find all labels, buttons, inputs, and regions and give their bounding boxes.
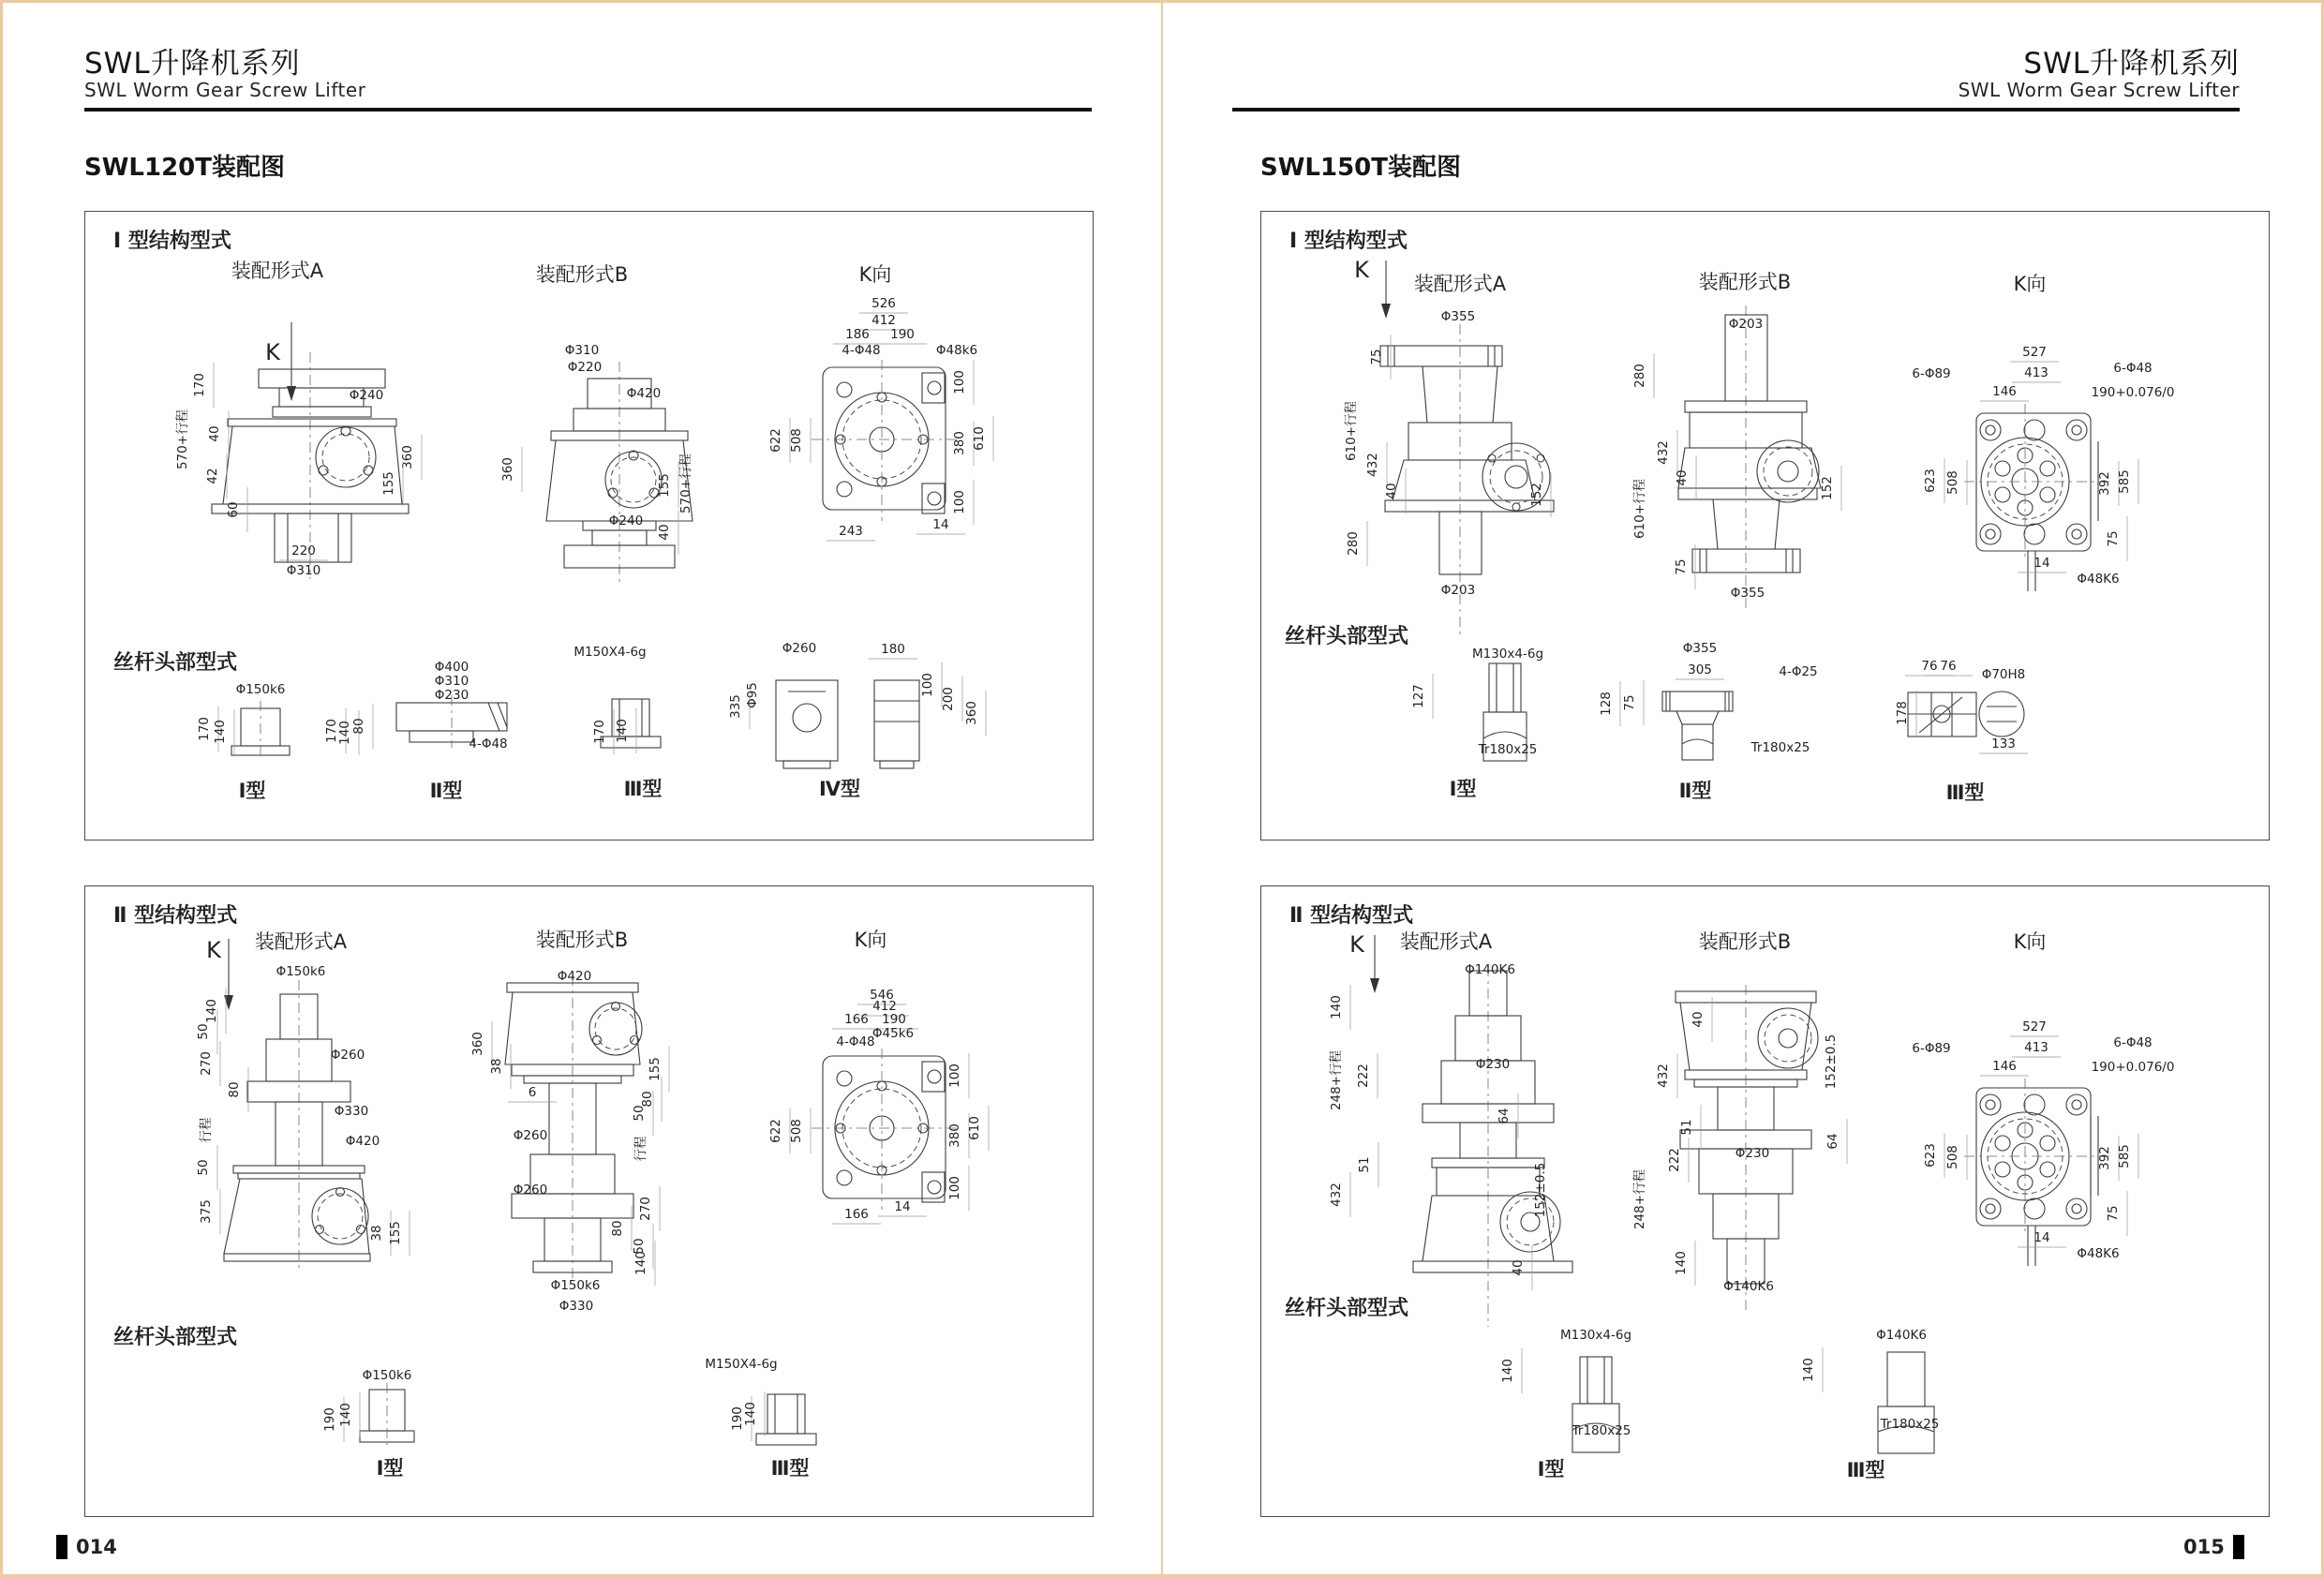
dimension-label: 190: [322, 1407, 337, 1432]
page-subtitle-right: SWL Worm Gear Screw Lifter: [1958, 79, 2240, 101]
dimension-label: 6-Φ89: [1912, 1041, 1951, 1056]
dimension-label: Φ48K6: [2077, 1246, 2120, 1261]
dimension-label: Φ330: [334, 1104, 369, 1119]
dimension-label: 527: [2022, 345, 2047, 360]
k-view-drawing: [812, 360, 957, 521]
dimension-label: 166: [844, 1012, 869, 1027]
dimension-label: 508: [789, 428, 804, 453]
dimension-label: Φ240: [608, 513, 644, 528]
column-header: 装配形式A: [1413, 273, 1507, 295]
dimension-label: Φ48K6: [2077, 572, 2120, 587]
dimension-label: Φ240: [349, 388, 384, 403]
dimension-label: 140: [213, 720, 228, 744]
dimension-label: 610+行程: [1344, 400, 1359, 462]
dimension-label: 40: [1675, 469, 1690, 486]
dimension-label: 100: [952, 370, 967, 394]
dimension-label: 360: [964, 701, 979, 725]
head-type-label: Ⅲ型: [1945, 781, 1985, 804]
dimension-label: 180: [881, 642, 905, 657]
column-header: K向: [858, 263, 892, 286]
dimension-label: 508: [1945, 1145, 1960, 1169]
dimension-label: 248+行程: [1329, 1049, 1344, 1111]
structure-type-title: Ⅱ 型结构型式: [1289, 904, 1414, 928]
page-number-text: 014: [76, 1536, 117, 1558]
dimension-label: 14: [2034, 556, 2050, 571]
dimension-label: 128: [1599, 692, 1614, 716]
dimension-label: 248+行程: [1632, 1168, 1647, 1230]
dimension-label: 280: [1346, 531, 1361, 556]
dimension-label: 140: [1674, 1251, 1689, 1275]
dimension-label: 4-Φ48: [842, 343, 881, 358]
page-subtitle-left: SWL Worm Gear Screw Lifter: [84, 79, 366, 101]
swl120t-type2-drawings: [85, 886, 1093, 1516]
page-title-left: SWL升降机系列: [84, 47, 301, 81]
k-view-letter: K: [1354, 257, 1369, 283]
head-type-label: Ⅱ型: [429, 780, 463, 802]
section-title-right: SWL150T装配图: [1260, 154, 1461, 182]
dimension-label: 51: [1357, 1156, 1372, 1173]
dimension-label: Φ260: [513, 1128, 548, 1143]
swl150t-type1-drawings: [1261, 212, 2269, 840]
dimension-label: 140: [204, 999, 219, 1023]
dimension-label: Φ310: [434, 674, 469, 689]
dimension-label: 50: [196, 1023, 211, 1040]
head-type-label: Ⅰ型: [376, 1457, 404, 1480]
dimension-label: 508: [1945, 470, 1960, 495]
dimension-label: 100: [947, 1176, 962, 1200]
dimension-label: 190: [730, 1406, 745, 1431]
dimension-label: 432: [1365, 453, 1380, 477]
head-type-label: Ⅲ型: [770, 1457, 810, 1480]
dimension-label: 360: [400, 445, 415, 469]
dimension-label: 200: [941, 687, 956, 711]
k-direction-arrow: [1370, 935, 1379, 993]
dimension-label: 40: [1691, 1011, 1706, 1028]
structure-type-title: Ⅰ 型结构型式: [1289, 230, 1408, 253]
dimension-label: 432: [1656, 440, 1671, 465]
dimension-label: 80: [640, 1091, 655, 1108]
dimension-label: Φ355: [1682, 641, 1718, 656]
dimension-label: 152±0.5: [1533, 1162, 1548, 1218]
dimension-label: 64: [1825, 1133, 1840, 1150]
dimension-label: 610: [967, 1116, 982, 1140]
dimension-label: 623: [1923, 1143, 1938, 1168]
column-header: 装配形式A: [231, 260, 324, 282]
assembly-form-b-drawing: [1678, 305, 1821, 610]
dimension-label: 76: [1940, 659, 1957, 674]
dimension-label: 140: [615, 719, 630, 743]
dimension-label: 170: [197, 717, 212, 741]
dimension-label: Φ230: [1475, 1057, 1511, 1072]
swl150t-type2-drawings: [1261, 886, 2269, 1516]
dimension-label: 412: [872, 313, 896, 328]
dimension-label: 152±0.5: [1824, 1034, 1839, 1090]
dimension-label: 222: [1356, 1064, 1371, 1088]
dimension-label: Φ150k6: [550, 1278, 601, 1293]
dimension-label: 622: [768, 1119, 783, 1143]
dimension-label: Φ220: [567, 360, 603, 375]
dimension-label: 360: [470, 1032, 485, 1056]
page-number-text: 015: [2183, 1536, 2225, 1558]
dimension-label: 100: [947, 1064, 962, 1088]
column-header: 装配形式A: [1399, 930, 1493, 953]
dimension-label: 243: [839, 524, 863, 539]
dimension-label: 4-Φ48: [469, 736, 508, 751]
screw-head-section-title: 丝杆头部型式: [1285, 1297, 1409, 1320]
screw-head-section-title: 丝杆头部型式: [113, 1326, 238, 1349]
column-header: 装配形式B: [535, 929, 629, 951]
dimension-label: Φ203: [1440, 583, 1476, 598]
dimension-label: Φ230: [434, 688, 469, 703]
dimension-label: 527: [2022, 1019, 2047, 1034]
dimension-label: 170: [324, 719, 339, 743]
dimension-label: 155: [388, 1221, 403, 1245]
k-direction-arrow: [1381, 260, 1391, 319]
k-view-letter: K: [1349, 931, 1364, 958]
dimension-label: 280: [1632, 364, 1647, 388]
dimension-label: Φ420: [626, 386, 662, 401]
dimension-label: Φ260: [330, 1048, 365, 1063]
column-header: K向: [2013, 930, 2047, 953]
column-header: 装配形式B: [1698, 271, 1792, 293]
dimension-label: 4-Φ25: [1779, 664, 1818, 679]
dimension-label: Tr180x25: [1478, 742, 1538, 757]
dimension-label: 570+行程: [175, 409, 190, 470]
screw-head-section-title: 丝杆头部型式: [1285, 625, 1409, 648]
page-title-right: SWL升降机系列: [2023, 47, 2240, 81]
dimension-label: 40: [1511, 1259, 1526, 1276]
dimension-label: 40: [657, 524, 672, 541]
dimension-label: 190+0.076/0: [2091, 1060, 2175, 1075]
dimension-label: 270: [199, 1051, 214, 1076]
dimension-label: 42: [205, 468, 220, 484]
head-type-label: Ⅳ型: [818, 778, 861, 800]
dimension-label: Φ355: [1440, 309, 1476, 324]
dimension-label: 50: [632, 1105, 647, 1122]
dimension-label: 546: [870, 988, 894, 1003]
dimension-label: 178: [1895, 701, 1910, 725]
dimension-label: Φ140K6: [1465, 962, 1515, 977]
dimension-label: 80: [610, 1220, 625, 1237]
dimension-label: 570+行程: [678, 453, 693, 514]
dimension-label: 432: [1656, 1064, 1671, 1088]
dimension-label: Φ310: [564, 343, 600, 358]
dimension-label: 50: [196, 1159, 211, 1176]
dimension-label: 610+行程: [1632, 478, 1647, 540]
dimension-label: 146: [1992, 384, 2017, 399]
dimension-label: 155: [381, 471, 396, 496]
dimension-label: 140: [1801, 1358, 1816, 1382]
dimension-label: Φ150k6: [235, 682, 286, 697]
dimension-label: 75: [2106, 530, 2121, 547]
k-view-letter: K: [265, 339, 280, 365]
dimension-label: 14: [894, 1199, 911, 1214]
assembly-form-a-drawing: [224, 980, 370, 1272]
dimension-label: 4-Φ48: [836, 1034, 875, 1049]
screw-head-section-title: 丝杆头部型式: [113, 651, 238, 675]
dimension-label: Φ150k6: [362, 1368, 412, 1383]
dimension-label: 14: [2034, 1230, 2050, 1245]
dimension-label: 140: [1329, 995, 1344, 1019]
dimension-label: 220: [291, 543, 316, 558]
dimension-label: Φ260: [782, 641, 817, 656]
dimension-label: 335: [728, 694, 743, 719]
dimension-label: Φ420: [345, 1134, 380, 1149]
dimension-label: 585: [2117, 1144, 2132, 1168]
dimension-label: 152: [1529, 483, 1544, 507]
dimension-label: 127: [1411, 684, 1426, 708]
dimension-label: Φ230: [1735, 1146, 1770, 1161]
dimension-label: Tr180x25: [1750, 740, 1810, 755]
k-direction-arrow: [224, 939, 233, 1010]
dimension-label: 190: [890, 327, 915, 342]
dimension-label: 155: [648, 1057, 663, 1081]
dimension-label: Φ48k6: [935, 343, 978, 358]
dimension-label: 75: [1674, 558, 1689, 575]
dimension-label: 100: [952, 490, 967, 514]
dimension-label: Φ420: [557, 969, 592, 984]
dimension-label: 380: [952, 431, 967, 455]
header-rule-left: [84, 108, 1092, 112]
k-direction-arrow: [287, 322, 296, 401]
dimension-label: Tr180x25: [1572, 1423, 1631, 1438]
dimension-label: 432: [1329, 1183, 1344, 1207]
column-header: K向: [2013, 273, 2047, 295]
dimension-label: 585: [2117, 469, 2132, 494]
structure-box-type2-left: [84, 885, 1094, 1517]
dimension-label: M130x4-6g: [1559, 1328, 1632, 1343]
dimension-label: M130x4-6g: [1471, 647, 1544, 662]
dimension-label: Φ260: [513, 1183, 548, 1198]
dimension-label: 392: [2097, 471, 2112, 496]
dimension-label: 38: [369, 1225, 384, 1242]
page-number-left: [56, 1535, 117, 1559]
dimension-label: 166: [844, 1207, 869, 1222]
column-header: 装配形式A: [254, 930, 348, 953]
dimension-label: 40: [1384, 483, 1399, 499]
dimension-label: Φ150k6: [276, 964, 326, 979]
section-title-left: SWL120T装配图: [84, 154, 285, 182]
head-type-label: Ⅰ型: [238, 780, 266, 802]
dimension-label: 51: [1679, 1119, 1694, 1136]
dimension-label: 50: [632, 1238, 647, 1255]
column-header: K向: [854, 929, 887, 951]
dimension-label: 76: [1921, 659, 1938, 674]
column-header: 装配形式B: [1698, 930, 1792, 953]
dimension-label: 360: [500, 457, 515, 482]
dimension-label: 170: [192, 373, 207, 397]
dimension-label: 75: [2106, 1205, 2121, 1222]
dimension-label: 行程: [199, 1117, 214, 1143]
structure-box-type2-right: [1260, 885, 2270, 1517]
dimension-label: 行程: [633, 1136, 648, 1162]
dimension-label: 75: [1369, 349, 1384, 365]
center-fold-divider: [1161, 0, 1163, 1577]
dimension-label: 64: [1497, 1108, 1512, 1124]
dimension-label: 413: [2024, 1040, 2048, 1055]
assembly-form-b-drawing: [546, 362, 693, 585]
dimension-label: Tr180x25: [1880, 1417, 1940, 1432]
dimension-label: Φ70H8: [1981, 667, 2026, 682]
structure-type-title: Ⅱ 型结构型式: [113, 904, 238, 928]
dimension-label: 526: [872, 296, 896, 311]
head-type-label: Ⅲ型: [623, 778, 663, 800]
dimension-label: 100: [920, 673, 935, 697]
dimension-label: 155: [657, 473, 672, 498]
dimension-label: 140: [633, 1251, 648, 1275]
dimension-label: 133: [1991, 736, 2016, 751]
dimension-label: 80: [227, 1081, 242, 1098]
dimension-label: 222: [1667, 1148, 1682, 1172]
dimension-label: 375: [199, 1199, 214, 1224]
structure-type-title: Ⅰ 型结构型式: [113, 230, 231, 253]
k-view-drawing: [812, 1049, 957, 1210]
dimension-label: 412: [872, 999, 897, 1014]
dimension-label: Φ203: [1728, 317, 1764, 332]
dimension-label: Φ140K6: [1723, 1279, 1774, 1294]
dimension-label: 6: [528, 1085, 537, 1100]
assembly-form-a-drawing: [1413, 966, 1572, 1327]
dimension-label: 413: [2024, 365, 2048, 380]
dimension-label: Φ330: [559, 1299, 594, 1314]
structure-box-type1-right: [1260, 211, 2270, 841]
column-header: 装配形式B: [535, 263, 629, 286]
dimension-label: 190+0.076/0: [2091, 385, 2175, 400]
dimension-label: 152: [1820, 476, 1835, 500]
dimension-label: 170: [592, 720, 607, 744]
dimension-label: 140: [743, 1402, 758, 1426]
dimension-label: 380: [947, 1123, 962, 1148]
dimension-label: Φ95: [745, 682, 760, 708]
dimension-label: 186: [845, 327, 870, 342]
dimension-label: 392: [2097, 1146, 2112, 1170]
dimension-label: Φ140K6: [1876, 1328, 1927, 1343]
dimension-label: 623: [1923, 469, 1938, 493]
dimension-label: 140: [1500, 1359, 1515, 1383]
dimension-label: 140: [337, 721, 352, 745]
dimension-label: 40: [207, 425, 222, 442]
dimension-label: 146: [1992, 1059, 2017, 1074]
head-type-label: Ⅱ型: [1678, 780, 1712, 802]
page-number-bar: [2233, 1535, 2244, 1559]
dimension-label: Φ400: [434, 660, 469, 675]
dimension-label: Φ45k6: [872, 1026, 915, 1041]
dimension-label: 622: [768, 428, 783, 453]
k-view-letter: K: [206, 937, 221, 963]
dimension-label: 60: [226, 501, 241, 518]
dimension-label: M150X4-6g: [574, 645, 647, 660]
dimension-label: 140: [338, 1403, 353, 1427]
dimension-label: 80: [351, 718, 366, 735]
head-type-label: Ⅰ型: [1537, 1458, 1565, 1480]
dimension-label: 6-Φ48: [2113, 1035, 2153, 1050]
swl120t-type1-drawings: [85, 212, 1093, 840]
page-number-bar: [56, 1535, 67, 1559]
dimension-label: M150X4-6g: [705, 1357, 778, 1372]
dimension-label: 610: [972, 426, 987, 451]
dimension-label: 305: [1688, 662, 1712, 677]
dimension-label: Φ310: [286, 563, 321, 578]
dimension-label: 6-Φ89: [1912, 366, 1951, 381]
head-type-label: Ⅰ型: [1449, 778, 1477, 800]
dimension-label: Φ355: [1730, 586, 1765, 601]
dimension-label: 6-Φ48: [2113, 361, 2153, 376]
page-number-right: [2183, 1535, 2244, 1559]
dimension-label: 14: [932, 517, 949, 532]
dimension-label: 75: [1622, 694, 1637, 711]
dimension-label: 190: [882, 1012, 906, 1027]
head-type-label: Ⅲ型: [1846, 1459, 1885, 1481]
structure-box-type1-left: [84, 211, 1094, 841]
header-rule-right: [1232, 108, 2240, 112]
dimension-label: 38: [489, 1058, 504, 1075]
dimension-label: 508: [789, 1119, 804, 1143]
dimension-label: 270: [638, 1197, 653, 1221]
